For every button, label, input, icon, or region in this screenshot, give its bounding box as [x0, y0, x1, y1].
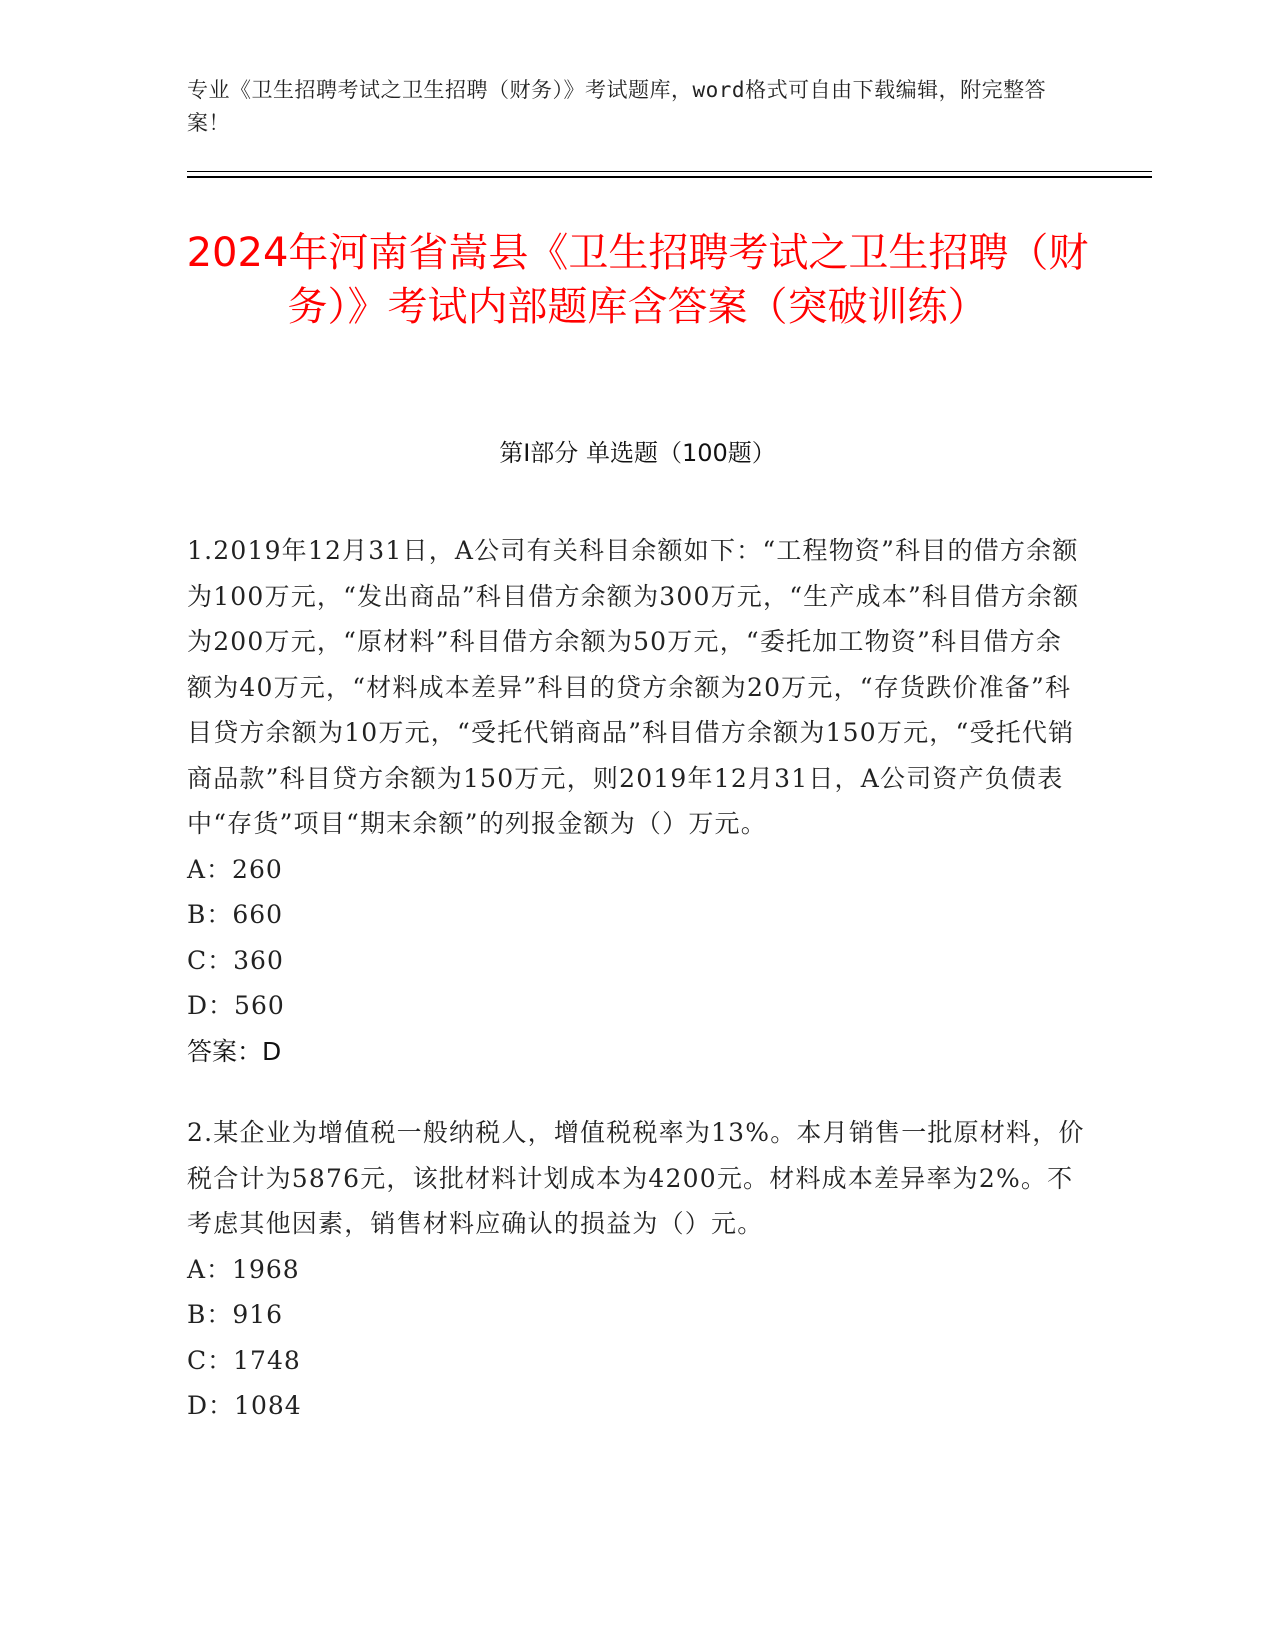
question-list — [187, 528, 1087, 1465]
option-c: C：1748 — [187, 1345, 301, 1375]
option-d: D：560 — [187, 991, 285, 1020]
option-b: B：660 — [187, 900, 284, 929]
section-title: 第Ⅰ部分 单选题（100题） — [499, 439, 776, 467]
question-stem: 2.某企业为增值税一般纳税人，增值税税率为13%。本月销售一批原材料，价税合计为5876元，该批材料计划成本为4200元。材料成本差异率为2%。不考虑其他因素，销售材料应确认的损益为（）元。 — [187, 1118, 1085, 1238]
option-b: B：916 — [187, 1300, 284, 1329]
option-list — [187, 847, 1087, 1029]
option-a: A：1968 — [187, 1254, 300, 1284]
question-2 — [187, 1110, 1087, 1429]
option-list — [187, 1247, 1087, 1429]
option-d: D：1084 — [187, 1391, 302, 1420]
option-a: A：260 — [187, 854, 283, 884]
document-title: 2024年河南省嵩县《卫生招聘考试之卫生招聘（财务）》考试内部题库含答案（突破训练） — [186, 230, 1089, 330]
header-note: 专业《卫生招聘考试之卫生招聘（财务）》考试题库，word格式可自由下载编辑，附完整答案！ — [187, 78, 1047, 135]
header-rule-thick — [187, 176, 1152, 178]
header-rule-thin — [187, 171, 1152, 172]
answer-label: 答案：D — [187, 1036, 282, 1066]
option-c: C：360 — [187, 945, 284, 975]
question-stem: 1.2019年12月31日，A公司有关科目余额如下：“工程物资”科目的借方余额为100万元，“发出商品”科目借方余额为300万元，“生产成本”科目借方余额为200万元，“原材料”科目借方余额为50万元，“委托加工物资”科目借方余额为40万元，“材料成本差异”科目的贷方余额为20万元，“存货跌价准备”科目贷方余额为10万元，“受托代销商品”科目借方余额为150万元，“受托代销商品款”科目贷方余额为150万元，则2019年12月31日，A公司资产负债表中“存货”项目“期末余额”的列报金额为（）万元。 — [187, 536, 1080, 838]
question-1 — [187, 528, 1087, 1074]
